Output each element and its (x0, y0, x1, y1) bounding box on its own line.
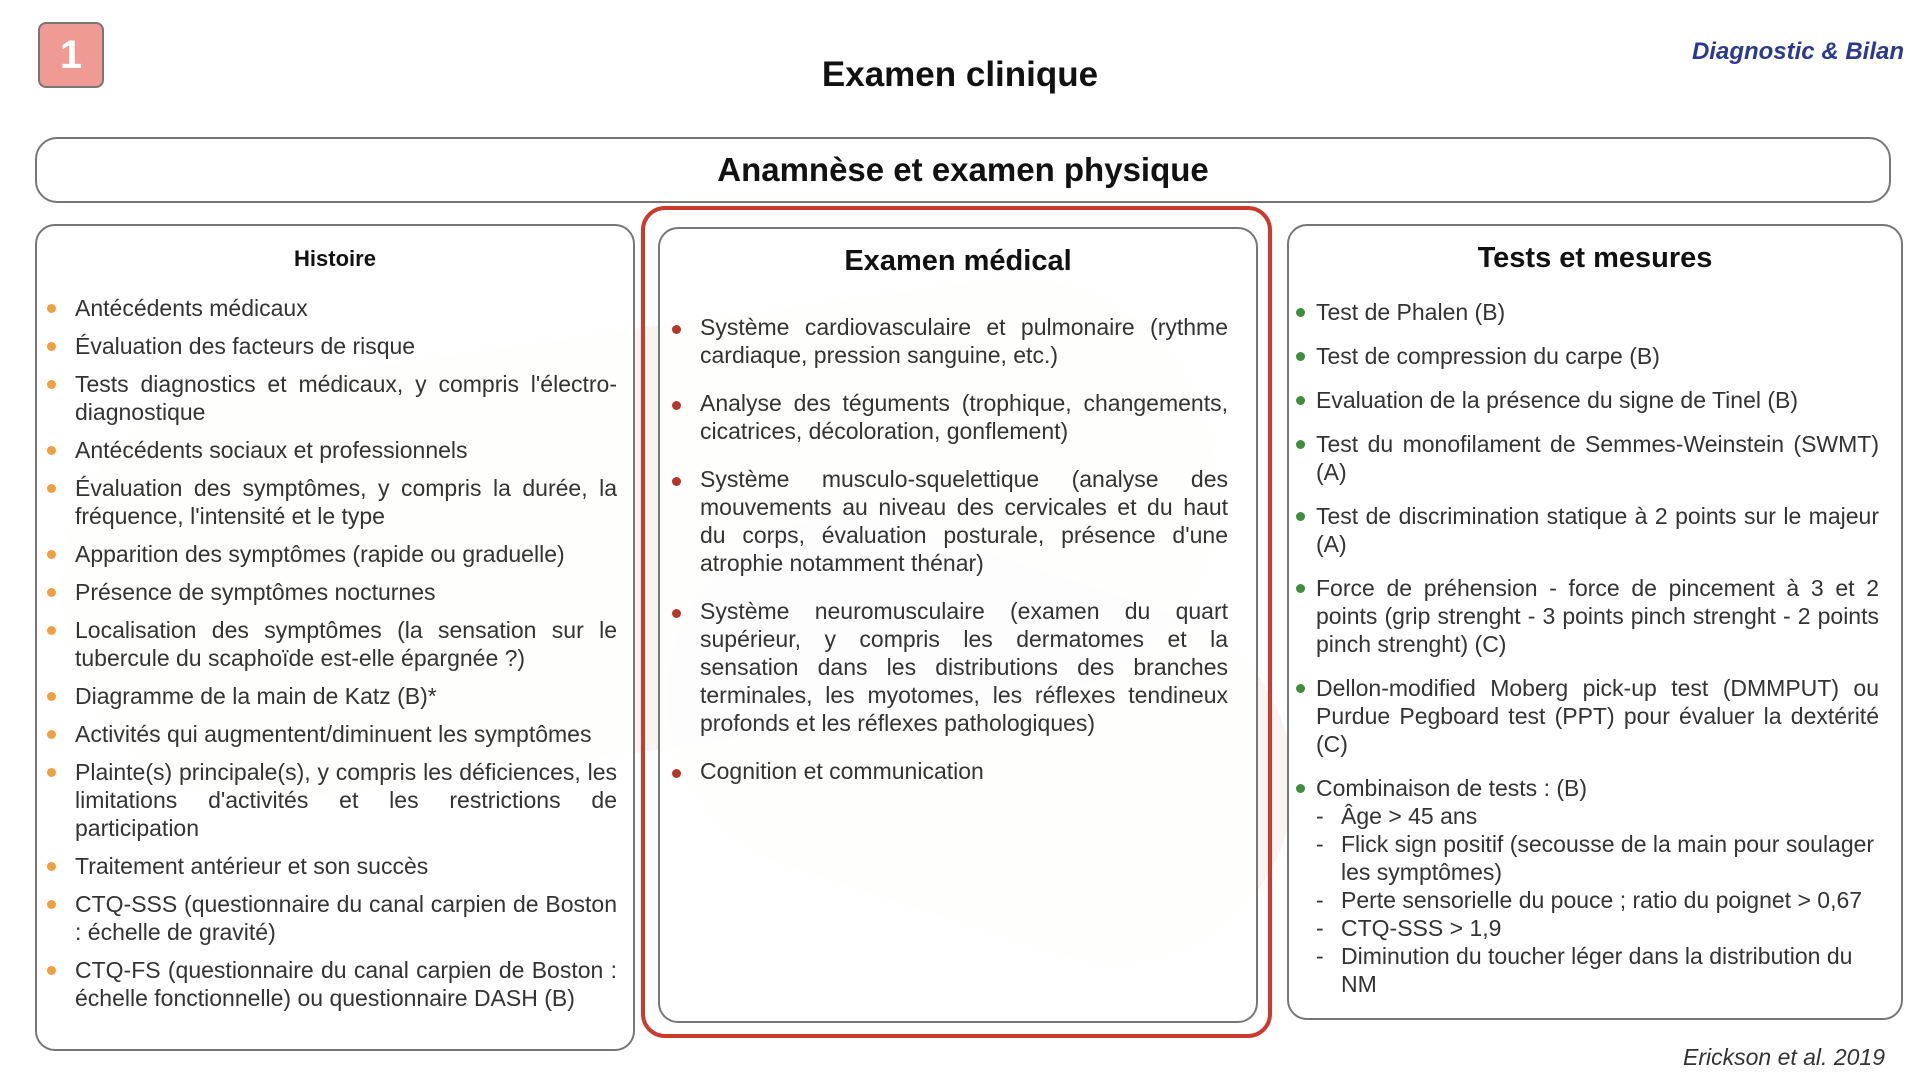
bullet-icon (47, 730, 56, 739)
list-item (1316, 298, 1879, 326)
item-text: CTQ-FS (questionnaire du canal carpien de Boston : échelle fonctionnelle) ou questionnaire DASH (B) (75, 957, 617, 1011)
column-tests-mesures (1287, 224, 1903, 1020)
list-item (1316, 674, 1879, 758)
sub-item (1316, 914, 1879, 942)
dash-icon: - (1316, 803, 1324, 829)
item-text: Force de préhension - force de pincement à 3 et 2 points (grip strenght - 3 points pinch strenght - 2 points pinch strenght) (C) (1316, 575, 1879, 657)
column-heading: Tests et mesures (1477, 242, 1713, 274)
item-list (1316, 298, 1879, 1014)
list-item (75, 474, 617, 530)
slide-number-badge: 1 (38, 22, 104, 88)
bullet-icon (1296, 784, 1305, 793)
item-text: Plainte(s) principale(s), y compris les déficiences, les limitations d'activités et les restrictions de participation (75, 759, 617, 841)
sub-item (1316, 802, 1879, 830)
item-text: Activités qui augmentent/diminuent les symptômes (75, 721, 592, 747)
bullet-icon (47, 484, 56, 493)
bullet-icon (1296, 396, 1305, 405)
bullet-icon (47, 550, 56, 559)
bullet-icon (47, 588, 56, 597)
bullet-icon (47, 304, 56, 313)
item-text: Évaluation des symptômes, y compris la durée, la fréquence, l'intensité et le type (75, 475, 617, 529)
item-text: Test de compression du carpe (B) (1316, 343, 1660, 369)
highlight-frame (641, 206, 1272, 1038)
item-text: Tests diagnostics et médicaux, y compris l'électro-diagnostique (75, 371, 617, 425)
sub-item (1316, 942, 1879, 998)
sub-item-list (1316, 802, 1879, 998)
sub-item-text: Âge > 45 ans (1341, 803, 1478, 829)
sub-item-text: CTQ-SSS > 1,9 (1341, 915, 1502, 941)
dash-icon: - (1316, 943, 1324, 969)
column-heading: Examen médical (844, 245, 1072, 277)
bullet-icon (1296, 352, 1305, 361)
sub-item-text: Perte sensorielle du pouce ; ratio du poignet > 0,67 (1341, 887, 1863, 913)
dash-icon: - (1316, 831, 1324, 857)
bullet-icon (1296, 308, 1305, 317)
bullet-icon (47, 342, 56, 351)
item-text: Apparition des symptômes (rapide ou graduelle) (75, 541, 565, 567)
list-item (75, 852, 617, 880)
item-text: CTQ-SSS (questionnaire du canal carpien de Boston : échelle de gravité) (75, 891, 617, 945)
list-item (75, 616, 617, 672)
item-text: Traitement antérieur et son succès (75, 853, 429, 879)
sub-item-text: Diminution du toucher léger dans la distribution du NM (1341, 943, 1853, 997)
sub-item-text: Flick sign positif (secousse de la main pour soulager les symptômes) (1341, 831, 1875, 885)
item-text: Test de discrimination statique à 2 points sur le majeur (A) (1316, 503, 1879, 557)
list-item (75, 294, 617, 322)
bullet-icon (47, 966, 56, 975)
list-item (75, 758, 617, 842)
item-text: Présence de symptômes nocturnes (75, 579, 436, 605)
bullet-icon (47, 862, 56, 871)
item-text: Antécédents sociaux et professionnels (75, 437, 468, 463)
bullet-icon (47, 626, 56, 635)
list-item (1316, 430, 1879, 486)
bullet-icon (47, 380, 56, 389)
column-heading: Histoire (294, 246, 376, 271)
list-item (75, 370, 617, 426)
sub-item (1316, 886, 1879, 914)
item-text: Diagramme de la main de Katz (B)* (75, 683, 437, 709)
list-item (75, 540, 617, 568)
section-label: Diagnostic & Bilan (1691, 38, 1904, 65)
column-histoire (35, 224, 635, 1051)
list-item (75, 956, 617, 1012)
bullet-icon (1296, 440, 1305, 449)
item-text: Localisation des symptômes (la sensation sur le tubercule du scaphoïde est-elle épargnée ?) (75, 617, 617, 671)
list-item (75, 332, 617, 360)
list-item (75, 436, 617, 464)
page-title: Examen clinique (821, 55, 1099, 94)
list-item (1316, 574, 1879, 658)
item-text: Combinaison de tests : (B) (1316, 775, 1588, 801)
item-text: Analyse des téguments (trophique, changements, cicatrices, décoloration, gonflement) (700, 390, 1228, 444)
item-text: Antécédents médicaux (75, 295, 308, 321)
item-text: Cognition et communication (700, 758, 984, 784)
item-text: Test du monofilament de Semmes-Weinstein (SWMT) (A) (1316, 431, 1879, 485)
item-text: Evaluation de la présence du signe de Tinel (B) (1316, 387, 1799, 413)
list-item (75, 890, 617, 946)
list-item (1316, 502, 1879, 558)
list-item (75, 578, 617, 606)
bullet-icon (47, 768, 56, 777)
citation: Erickson et al. 2019 (1682, 1044, 1885, 1070)
item-text: Système musculo-squelettique (analyse des mouvements au niveau des cervicales et du haut du corps, évaluation posturale, présence d'une atrophie notamment thénar) (700, 466, 1228, 576)
section-banner: Anamnèse et examen physique (35, 137, 1891, 203)
bullet-icon (1296, 684, 1305, 693)
sub-item (1316, 830, 1879, 886)
bullet-icon (47, 900, 56, 909)
list-item-combinaison (1316, 774, 1879, 998)
list-item (75, 720, 617, 748)
list-item (1316, 386, 1879, 414)
item-text: Dellon-modified Moberg pick-up test (DMMPUT) ou Purdue Pegboard test (PPT) pour évaluer la dextérité (C) (1316, 675, 1879, 757)
item-text: Test de Phalen (B) (1316, 299, 1506, 325)
dash-icon: - (1316, 887, 1324, 913)
list-item (1316, 342, 1879, 370)
list-item (75, 682, 617, 710)
bullet-icon (1296, 584, 1305, 593)
bullet-icon (1296, 512, 1305, 521)
bullet-icon (47, 692, 56, 701)
item-text: Système cardiovasculaire et pulmonaire (rythme cardiaque, pression sanguine, etc.) (700, 314, 1228, 368)
item-text: Évaluation des facteurs de risque (75, 333, 416, 359)
item-text: Système neuromusculaire (examen du quart supérieur, y compris les dermatomes et la sensation dans les distributions des branches terminales, les myotomes, les réflexes tendineux profonds et les réflexes pathologiques) (700, 598, 1228, 736)
item-list (75, 294, 617, 1022)
dash-icon: - (1316, 915, 1324, 941)
bullet-icon (47, 446, 56, 455)
